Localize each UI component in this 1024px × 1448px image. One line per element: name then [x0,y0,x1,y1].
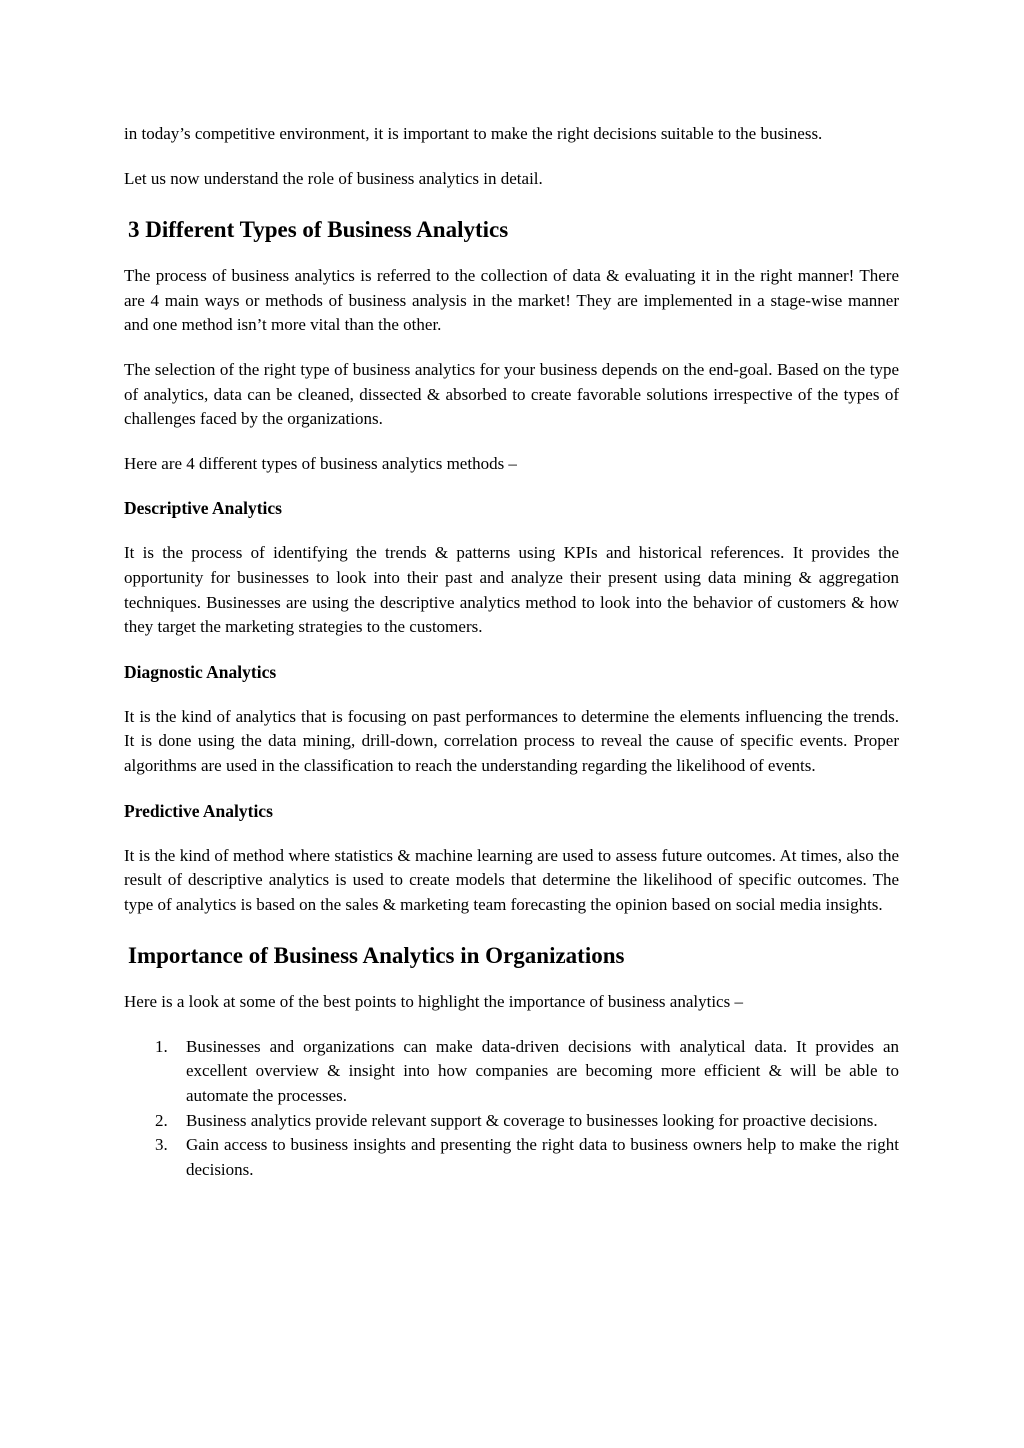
list-item-text: Gain access to business insights and presenting the right data to business owners help to make the right decisions. [186,1135,899,1179]
importance-list [124,1035,899,1183]
importance-intro: Here is a look at some of the best points to highlight the importance of business analytics – [124,992,743,1012]
list-item-number: 1. [155,1036,168,1056]
subheading-diagnostic: Diagnostic Analytics [124,661,277,682]
intro-paragraph-2: Let us now understand the role of business analytics in detail. [124,168,543,188]
diagnostic-paragraph: It is the kind of analytics that is focusing on past performances to determine the elements influencing the trends. It is done using the data mining, drill-down, correlation process to reveal the cause of specific events. Proper algorithms are used in the classification to reach the understanding regarding the likelihood of events. [124,706,899,775]
predictive-paragraph: It is the kind of method where statistics & machine learning are used to assess future outcomes. At times, also the result of descriptive analytics is used to create models that determine the likelihood of specific outcomes. The type of analytics is based on the sales & marketing team forecasting the opinion based on social media insights. [124,845,899,914]
types-paragraph-1: The process of business analytics is referred to the collection of data & evaluating it in the right manner! There are 4 main ways or methods of business analysis in the market! They are implemented in a stage-wise manner and one method isn’t more vital than the other. [124,266,899,335]
list-item-number: 3. [155,1135,168,1155]
list-item-number: 2. [155,1110,168,1130]
list-item-text: Businesses and organizations can make data-driven decisions with analytical data. It provides an excellent overview & insight into how companies are becoming more efficient & will be able to automate the processes. [186,1036,899,1106]
list-item [124,1109,899,1134]
section-heading-types: 3 Different Types of Business Analytics [128,217,509,243]
intro-paragraph-1: in today’s competitive environment, it is important to make the right decisions suitable to the business. [124,124,823,143]
list-item [124,1035,899,1109]
types-paragraph-3: Here are 4 different types of business analytics methods – [124,453,517,473]
list-item-text: Business analytics provide relevant support & coverage to businesses looking for proactive decisions. [186,1110,878,1130]
list-item [124,1133,899,1182]
subheading-predictive: Predictive Analytics [124,800,273,821]
descriptive-paragraph: It is the process of identifying the trends & patterns using KPIs and historical references. It provides the opportunity for businesses to look into their past and analyze their present using data mining & aggregation techniques. Businesses are using the descriptive analytics method to look into the behavior of customers & how they target the marketing strategies to the customers. [124,543,899,637]
subheading-descriptive: Descriptive Analytics [124,498,282,519]
types-paragraph-2: The selection of the right type of business analytics for your business depends on the end-goal. Based on the type of analytics, data can be cleaned, dissected & absorbed to create favorable solutions irrespective of the types of challenges faced by the organizations. [124,359,899,429]
document-page [124,122,899,1182]
section-heading-importance: Importance of Business Analytics in Organizations [128,943,625,969]
